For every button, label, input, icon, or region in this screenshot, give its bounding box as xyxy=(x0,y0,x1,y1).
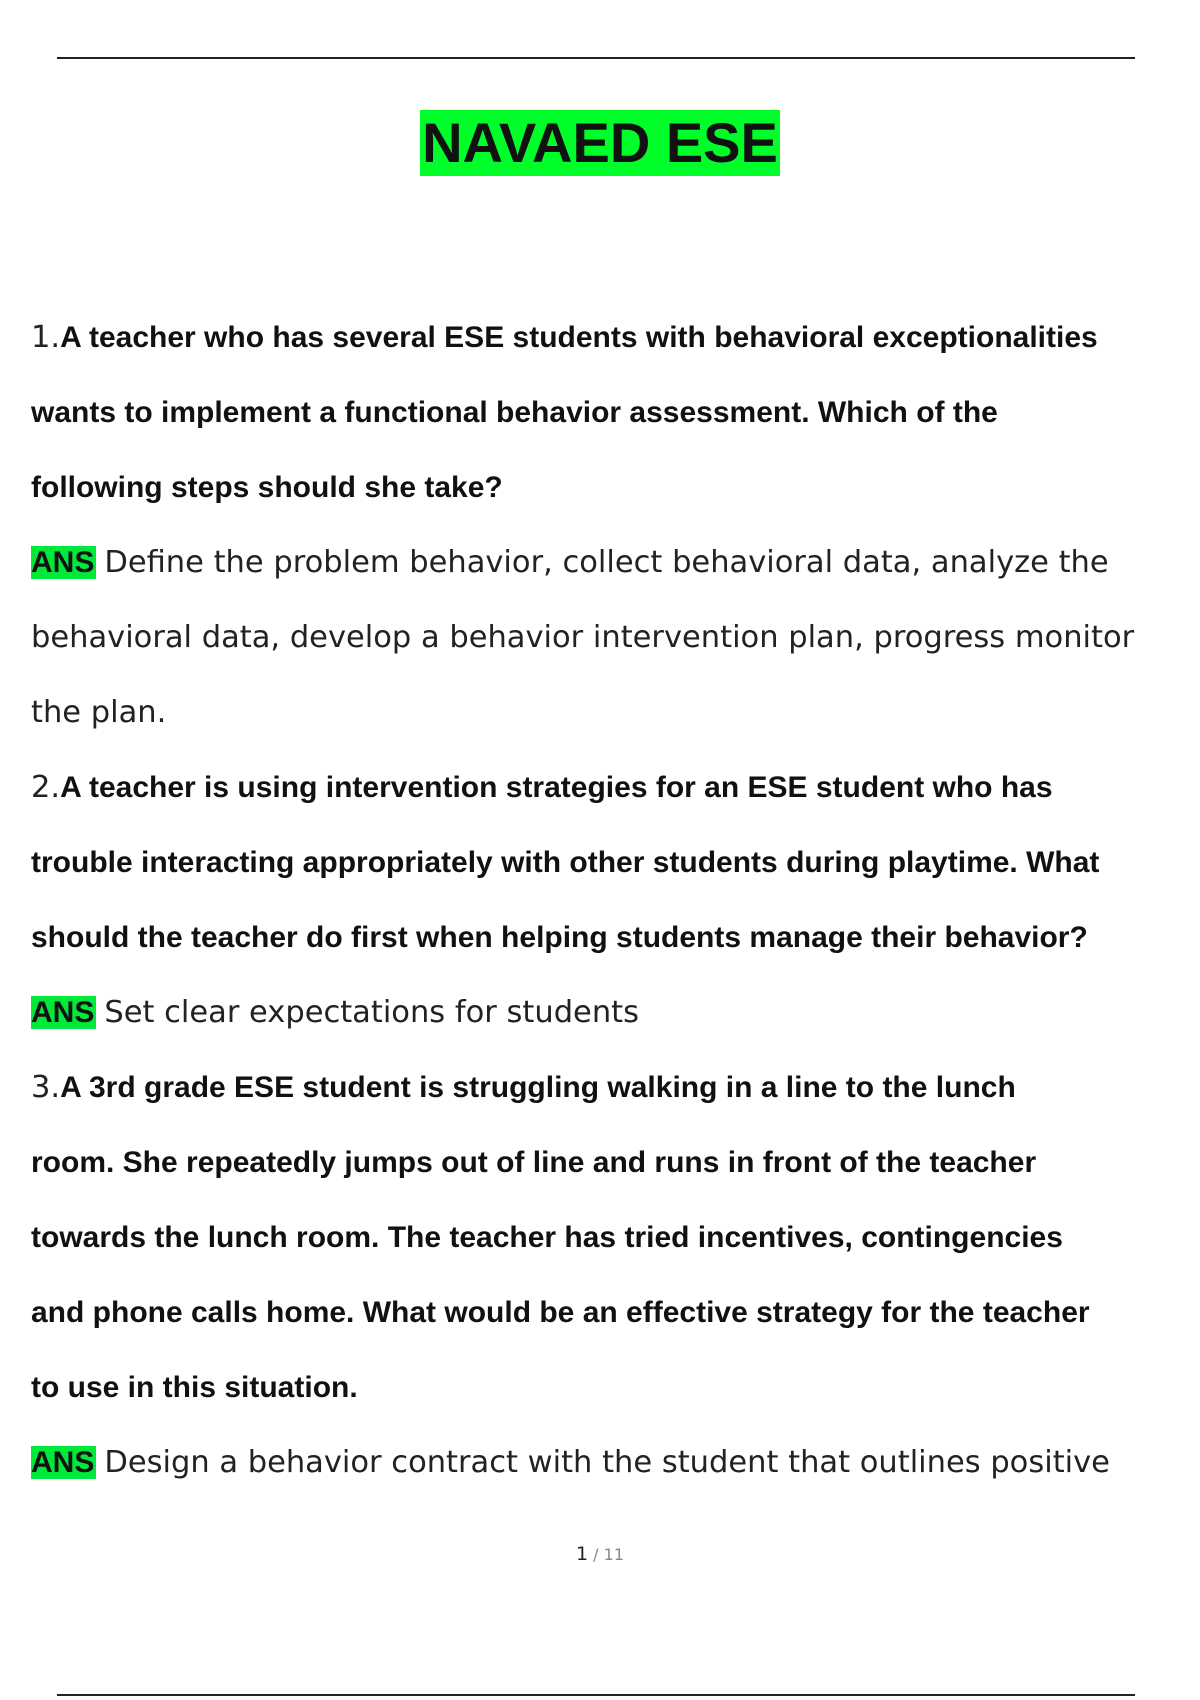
question-line: wants to implement a functional behavior assessment. Which of the xyxy=(31,396,998,429)
question-number: 3. xyxy=(31,1070,61,1105)
question-line: towards the lunch room. The teacher has tried incentives, contingencies xyxy=(31,1221,1063,1254)
answer-3 xyxy=(31,1425,1196,1500)
bottom-rule xyxy=(57,1694,1135,1696)
question-line: 3.A 3rd grade ESE student is struggling walking in a line to the lunch xyxy=(31,1070,1016,1105)
answer-line: the plan. xyxy=(31,695,167,730)
question-line: 2.A teacher is using intervention strategies for an ESE student who has xyxy=(31,770,1053,805)
ans-label: ANS xyxy=(31,996,95,1029)
question-2 xyxy=(31,750,1196,975)
question-1 xyxy=(31,300,1196,525)
document-title: NAVAED ESE xyxy=(422,111,778,174)
ans-label: ANS xyxy=(31,1446,95,1479)
page-indicator xyxy=(0,1543,1200,1565)
question-line: and phone calls home. What would be an effective strategy for the teacher xyxy=(31,1296,1090,1329)
answer-line: ANS Define the problem behavior, collect behavioral data, analyze the xyxy=(31,545,1109,580)
question-line: to use in this situation. xyxy=(31,1371,358,1404)
total-pages: 11 xyxy=(603,1545,625,1564)
top-rule xyxy=(57,57,1135,59)
answer-line: behavioral data, develop a behavior intervention plan, progress monitor xyxy=(31,620,1135,655)
question-3 xyxy=(31,1050,1196,1425)
current-page: 1 xyxy=(575,1543,589,1565)
answer-line: ANS Set clear expectations for students xyxy=(31,995,640,1030)
answer-1 xyxy=(31,525,1196,750)
ans-label: ANS xyxy=(31,546,95,579)
answer-2 xyxy=(31,975,1196,1050)
question-number: 2. xyxy=(31,770,61,805)
answer-line: ANS Design a behavior contract with the student that outlines positive xyxy=(31,1445,1110,1480)
question-line: 1.A teacher who has several ESE students with behavioral exceptionalities xyxy=(31,320,1098,355)
question-line: following steps should she take? xyxy=(31,471,503,504)
question-line: should the teacher do first when helping students manage their behavior? xyxy=(31,921,1088,954)
question-number: 1. xyxy=(31,320,61,355)
question-line: room. She repeatedly jumps out of line and runs in front of the teacher xyxy=(31,1146,1037,1179)
page-separator: / xyxy=(593,1545,599,1564)
title-block xyxy=(0,110,1200,176)
document-body xyxy=(31,300,1196,1500)
question-line: trouble interacting appropriately with other students during playtime. What xyxy=(31,846,1100,879)
